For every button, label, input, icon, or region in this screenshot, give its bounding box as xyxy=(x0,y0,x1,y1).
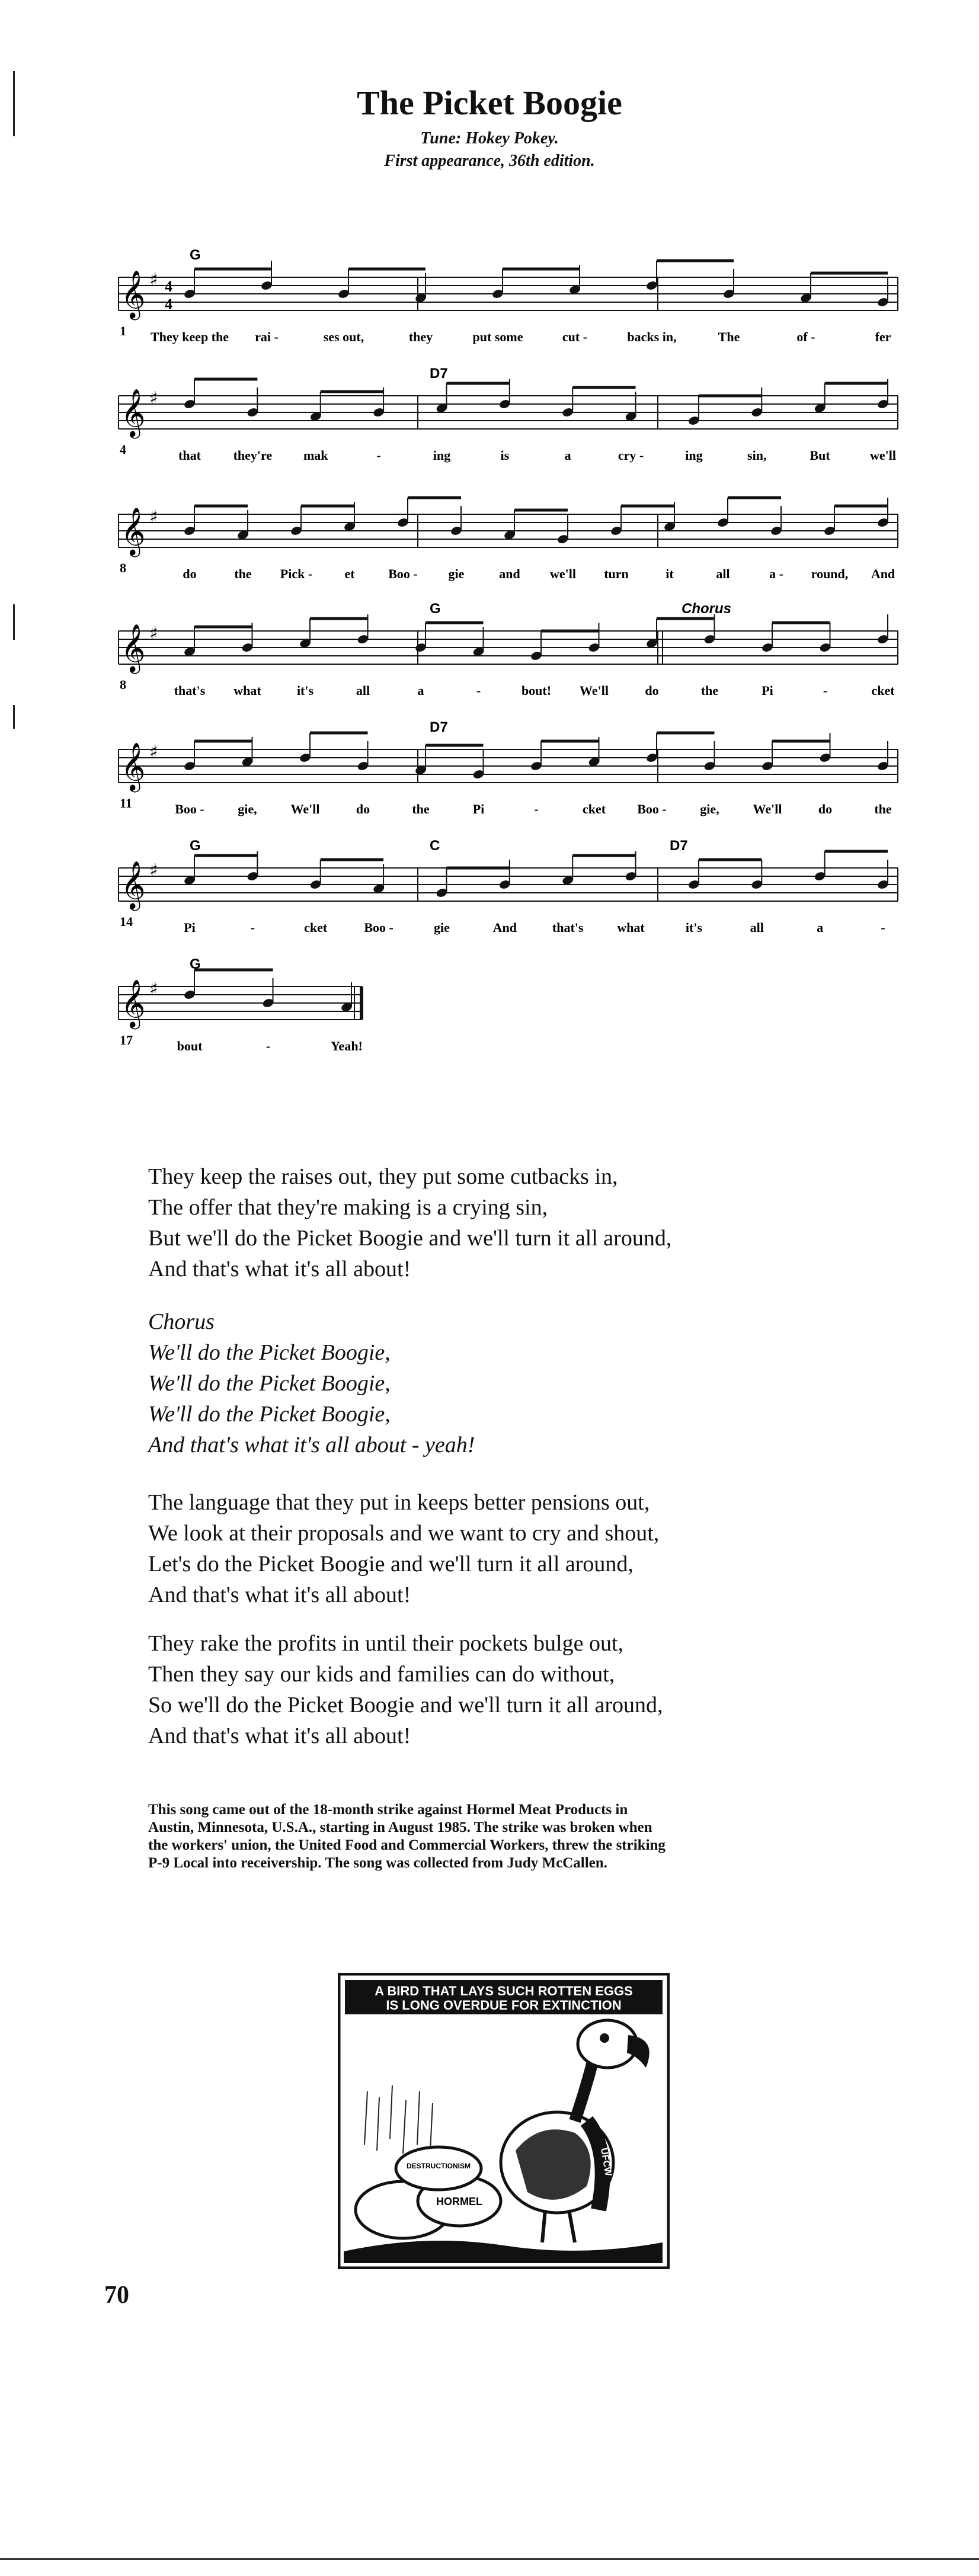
lyric-syllable: And xyxy=(871,566,895,581)
lyric-syllable: - xyxy=(265,1039,271,1053)
measure-number: 8 xyxy=(120,560,126,575)
key-signature-sharp: ♯ xyxy=(149,742,158,762)
measure-number: 14 xyxy=(120,914,133,929)
chorus-line: We'll do the Picket Boogie, xyxy=(148,1402,391,1427)
verse-3 xyxy=(148,1628,919,1751)
lyric-syllable: bout! xyxy=(521,683,552,698)
bottom-rule xyxy=(0,2558,979,2560)
lyric-syllable: We'll xyxy=(580,683,609,698)
treble-clef: 𝄞 xyxy=(121,860,146,909)
lyric-syllable: mak xyxy=(303,448,328,463)
lyric-syllable: they xyxy=(408,329,433,344)
lyric-syllable: do xyxy=(645,683,659,698)
lyric-syllable: The xyxy=(718,329,740,344)
lyric-syllable: et xyxy=(344,566,355,581)
lyric-line: The offer that they're making is a crying sin, xyxy=(148,1195,548,1220)
chord-symbol: G xyxy=(430,601,441,617)
verse-2 xyxy=(148,1487,919,1610)
first-appearance-line: First appearance, 36th edition. xyxy=(384,152,595,170)
chord-symbol: G xyxy=(190,838,201,854)
lyric-line: They keep the raises out, they put some cutbacks in, xyxy=(148,1164,618,1189)
lyric-syllable: - xyxy=(534,802,539,816)
lyric-syllable: - xyxy=(250,920,255,935)
lyric-syllable: all xyxy=(750,920,764,935)
time-signature-bottom: 4 xyxy=(165,296,172,313)
lyric-line: But we'll do the Picket Boogie and we'll turn it all around, xyxy=(148,1226,672,1251)
lyric-syllable: They keep the xyxy=(151,329,229,344)
lyric-syllable: sin, xyxy=(747,448,767,463)
measure-number: 8 xyxy=(120,677,126,692)
song-title: The Picket Boogie xyxy=(357,84,622,122)
lyric-line: And that's what it's all about! xyxy=(148,1723,411,1748)
tune-line: Tune: Hokey Pokey. xyxy=(420,129,559,148)
chorus-line: We'll do the Picket Boogie, xyxy=(148,1371,391,1396)
lyric-syllable: And xyxy=(492,920,517,935)
treble-clef: 𝄞 xyxy=(121,623,146,672)
lyric-syllable: cket xyxy=(871,683,895,698)
lyric-line: And that's what it's all about! xyxy=(148,1582,411,1607)
measure-number: 17 xyxy=(120,1033,133,1047)
lyric-syllable: do xyxy=(356,802,370,816)
key-signature-sharp: ♯ xyxy=(149,860,158,881)
lyric-syllable: the xyxy=(234,566,252,581)
lyric-line: They rake the profits in until their pockets bulge out, xyxy=(148,1631,624,1656)
lyric-syllable: cut - xyxy=(562,329,588,344)
lyric-syllable: backs in, xyxy=(627,329,677,344)
lyric-syllable: ing xyxy=(685,448,703,463)
lyric-syllable: round, xyxy=(811,566,849,581)
lyric-syllable: put some xyxy=(472,329,523,344)
chorus-line: And that's what it's all about - yeah! xyxy=(148,1433,475,1457)
measure-number: 4 xyxy=(120,442,126,457)
lyric-syllable: - xyxy=(881,920,885,935)
chord-symbol: D7 xyxy=(430,366,448,382)
measure-number: 1 xyxy=(120,323,126,338)
lyric-syllable: Pi xyxy=(472,802,485,816)
lyric-syllable: what xyxy=(233,683,261,698)
treble-clef: 𝄞 xyxy=(121,388,146,437)
page-number: 70 xyxy=(104,2282,129,2309)
lyric-syllable: all xyxy=(356,683,370,698)
lyric-syllable: Boo - xyxy=(175,802,204,816)
lyric-syllable: fer xyxy=(875,329,891,344)
lyric-syllable: rai - xyxy=(255,329,279,344)
lyric-syllable: Boo - xyxy=(388,566,418,581)
lyric-syllable: We'll xyxy=(290,802,320,816)
lyric-line: Let's do the Picket Boogie and we'll turn it all around, xyxy=(148,1552,634,1577)
lyric-syllable: the xyxy=(874,802,892,816)
lyric-syllable: gie, xyxy=(238,802,257,816)
lyric-syllable: that xyxy=(178,448,201,463)
note-line: This song came out of the 18-month strike against Hormel Meat Products in xyxy=(148,1802,628,1818)
time-signature-top: 4 xyxy=(165,278,172,295)
key-signature-sharp: ♯ xyxy=(149,507,158,527)
lyric-syllable: But xyxy=(810,448,830,463)
lyric-syllable: that's xyxy=(174,683,206,698)
lyric-line: The language that they put in keeps better pensions out, xyxy=(148,1490,650,1515)
lyric-syllable: is xyxy=(500,448,510,463)
lyric-line: So we'll do the Picket Boogie and we'll turn it all around, xyxy=(148,1693,663,1718)
note-line: Austin, Minnesota, U.S.A., starting in August 1985. The strike was broken when xyxy=(148,1819,652,1835)
chord-symbol: G xyxy=(190,956,201,972)
chord-symbol: D7 xyxy=(670,838,688,854)
bird-label: UFCW xyxy=(598,2147,613,2177)
lyric-syllable: that's xyxy=(552,920,584,935)
note-line: the workers' union, the United Food and Commercial Workers, threw the striking xyxy=(148,1837,666,1853)
chorus-marker: Chorus xyxy=(682,601,731,617)
verse-1 xyxy=(148,1161,919,1284)
lyric-syllable: do xyxy=(183,566,197,581)
lyric-syllable: Boo - xyxy=(364,920,393,935)
lyric-syllable: Pick - xyxy=(280,566,313,581)
cartoon-caption-2: IS LONG OVERDUE FOR EXTINCTION xyxy=(386,1998,622,2013)
treble-clef: 𝄞 xyxy=(121,742,146,790)
key-signature-sharp: ♯ xyxy=(149,388,158,409)
lyric-syllable: ing xyxy=(433,448,451,463)
lyric-syllable: gie xyxy=(434,920,450,935)
lyric-syllable: all xyxy=(716,566,730,581)
lyric-line: And that's what it's all about! xyxy=(148,1257,411,1281)
key-signature-sharp: ♯ xyxy=(149,270,158,290)
lyric-syllable: Pi xyxy=(762,683,773,698)
lyric-syllable: Boo - xyxy=(637,802,667,816)
lyric-syllable: it xyxy=(666,566,674,581)
lyric-syllable: Yeah! xyxy=(331,1039,363,1053)
lyric-line: Then they say our kids and families can do without, xyxy=(148,1662,615,1687)
treble-clef: 𝄞 xyxy=(121,270,146,318)
cartoon-illustration xyxy=(338,1973,670,2269)
lyric-syllable: they're xyxy=(233,448,273,463)
lyric-syllable: the xyxy=(700,683,719,698)
lyric-syllable: and xyxy=(499,566,520,581)
treble-clef: 𝄞 xyxy=(121,979,146,1027)
lyric-syllable: it's xyxy=(685,920,702,935)
lyric-syllable: do xyxy=(818,802,833,816)
lyric-syllable: bout xyxy=(177,1039,203,1053)
lyric-syllable: a xyxy=(417,683,424,698)
key-signature-sharp: ♯ xyxy=(149,979,158,999)
lyric-syllable: what xyxy=(617,920,645,935)
treble-clef: 𝄞 xyxy=(121,507,146,555)
lyric-syllable: - xyxy=(476,683,481,698)
chorus-block xyxy=(148,1306,919,1460)
lyric-syllable: turn xyxy=(604,566,629,581)
lyric-syllable: We'll xyxy=(753,802,782,816)
egg-label-1: DESTRUCTIONISM xyxy=(407,2162,471,2170)
lyric-syllable: - xyxy=(823,683,828,698)
song-background-note xyxy=(148,1801,836,1872)
lyric-line: We look at their proposals and we want to cry and shout, xyxy=(148,1521,660,1546)
lyric-syllable: of - xyxy=(796,329,815,344)
chorus-label: Chorus xyxy=(148,1309,215,1334)
lyric-syllable: cket xyxy=(304,920,328,935)
lyric-syllable: we'll xyxy=(550,566,576,581)
lyric-syllable: ses out, xyxy=(323,329,364,344)
lyric-syllable: - xyxy=(376,448,381,463)
lyric-syllable: cket xyxy=(582,802,606,816)
lyric-syllable: a xyxy=(564,448,571,463)
key-signature-sharp: ♯ xyxy=(149,623,158,644)
egg-label-2: HORMEL xyxy=(436,2196,482,2207)
lyric-syllable: we'll xyxy=(870,448,896,463)
lyric-syllable: Pi xyxy=(184,920,196,935)
lyric-syllable: gie, xyxy=(700,802,719,816)
chorus-line: We'll do the Picket Boogie, xyxy=(148,1340,391,1365)
lyric-syllable: gie xyxy=(448,566,465,581)
lyric-syllable: it's xyxy=(296,683,314,698)
lyric-syllable: the xyxy=(412,802,430,816)
lyric-syllable: a xyxy=(817,920,824,935)
lyric-syllable: cry - xyxy=(618,448,644,463)
chord-symbol: G xyxy=(190,247,201,263)
measure-number: 11 xyxy=(120,796,132,810)
chord-symbol: C xyxy=(430,838,440,854)
lyric-syllable: a - xyxy=(769,566,783,581)
sheet-music-score xyxy=(0,0,979,1096)
cartoon-caption-1: A BIRD THAT LAYS SUCH ROTTEN EGGS xyxy=(375,1984,633,1998)
note-line: P-9 Local into receivership. The song was collected from Judy McCallen. xyxy=(148,1855,607,1871)
chord-symbol: D7 xyxy=(430,719,448,735)
